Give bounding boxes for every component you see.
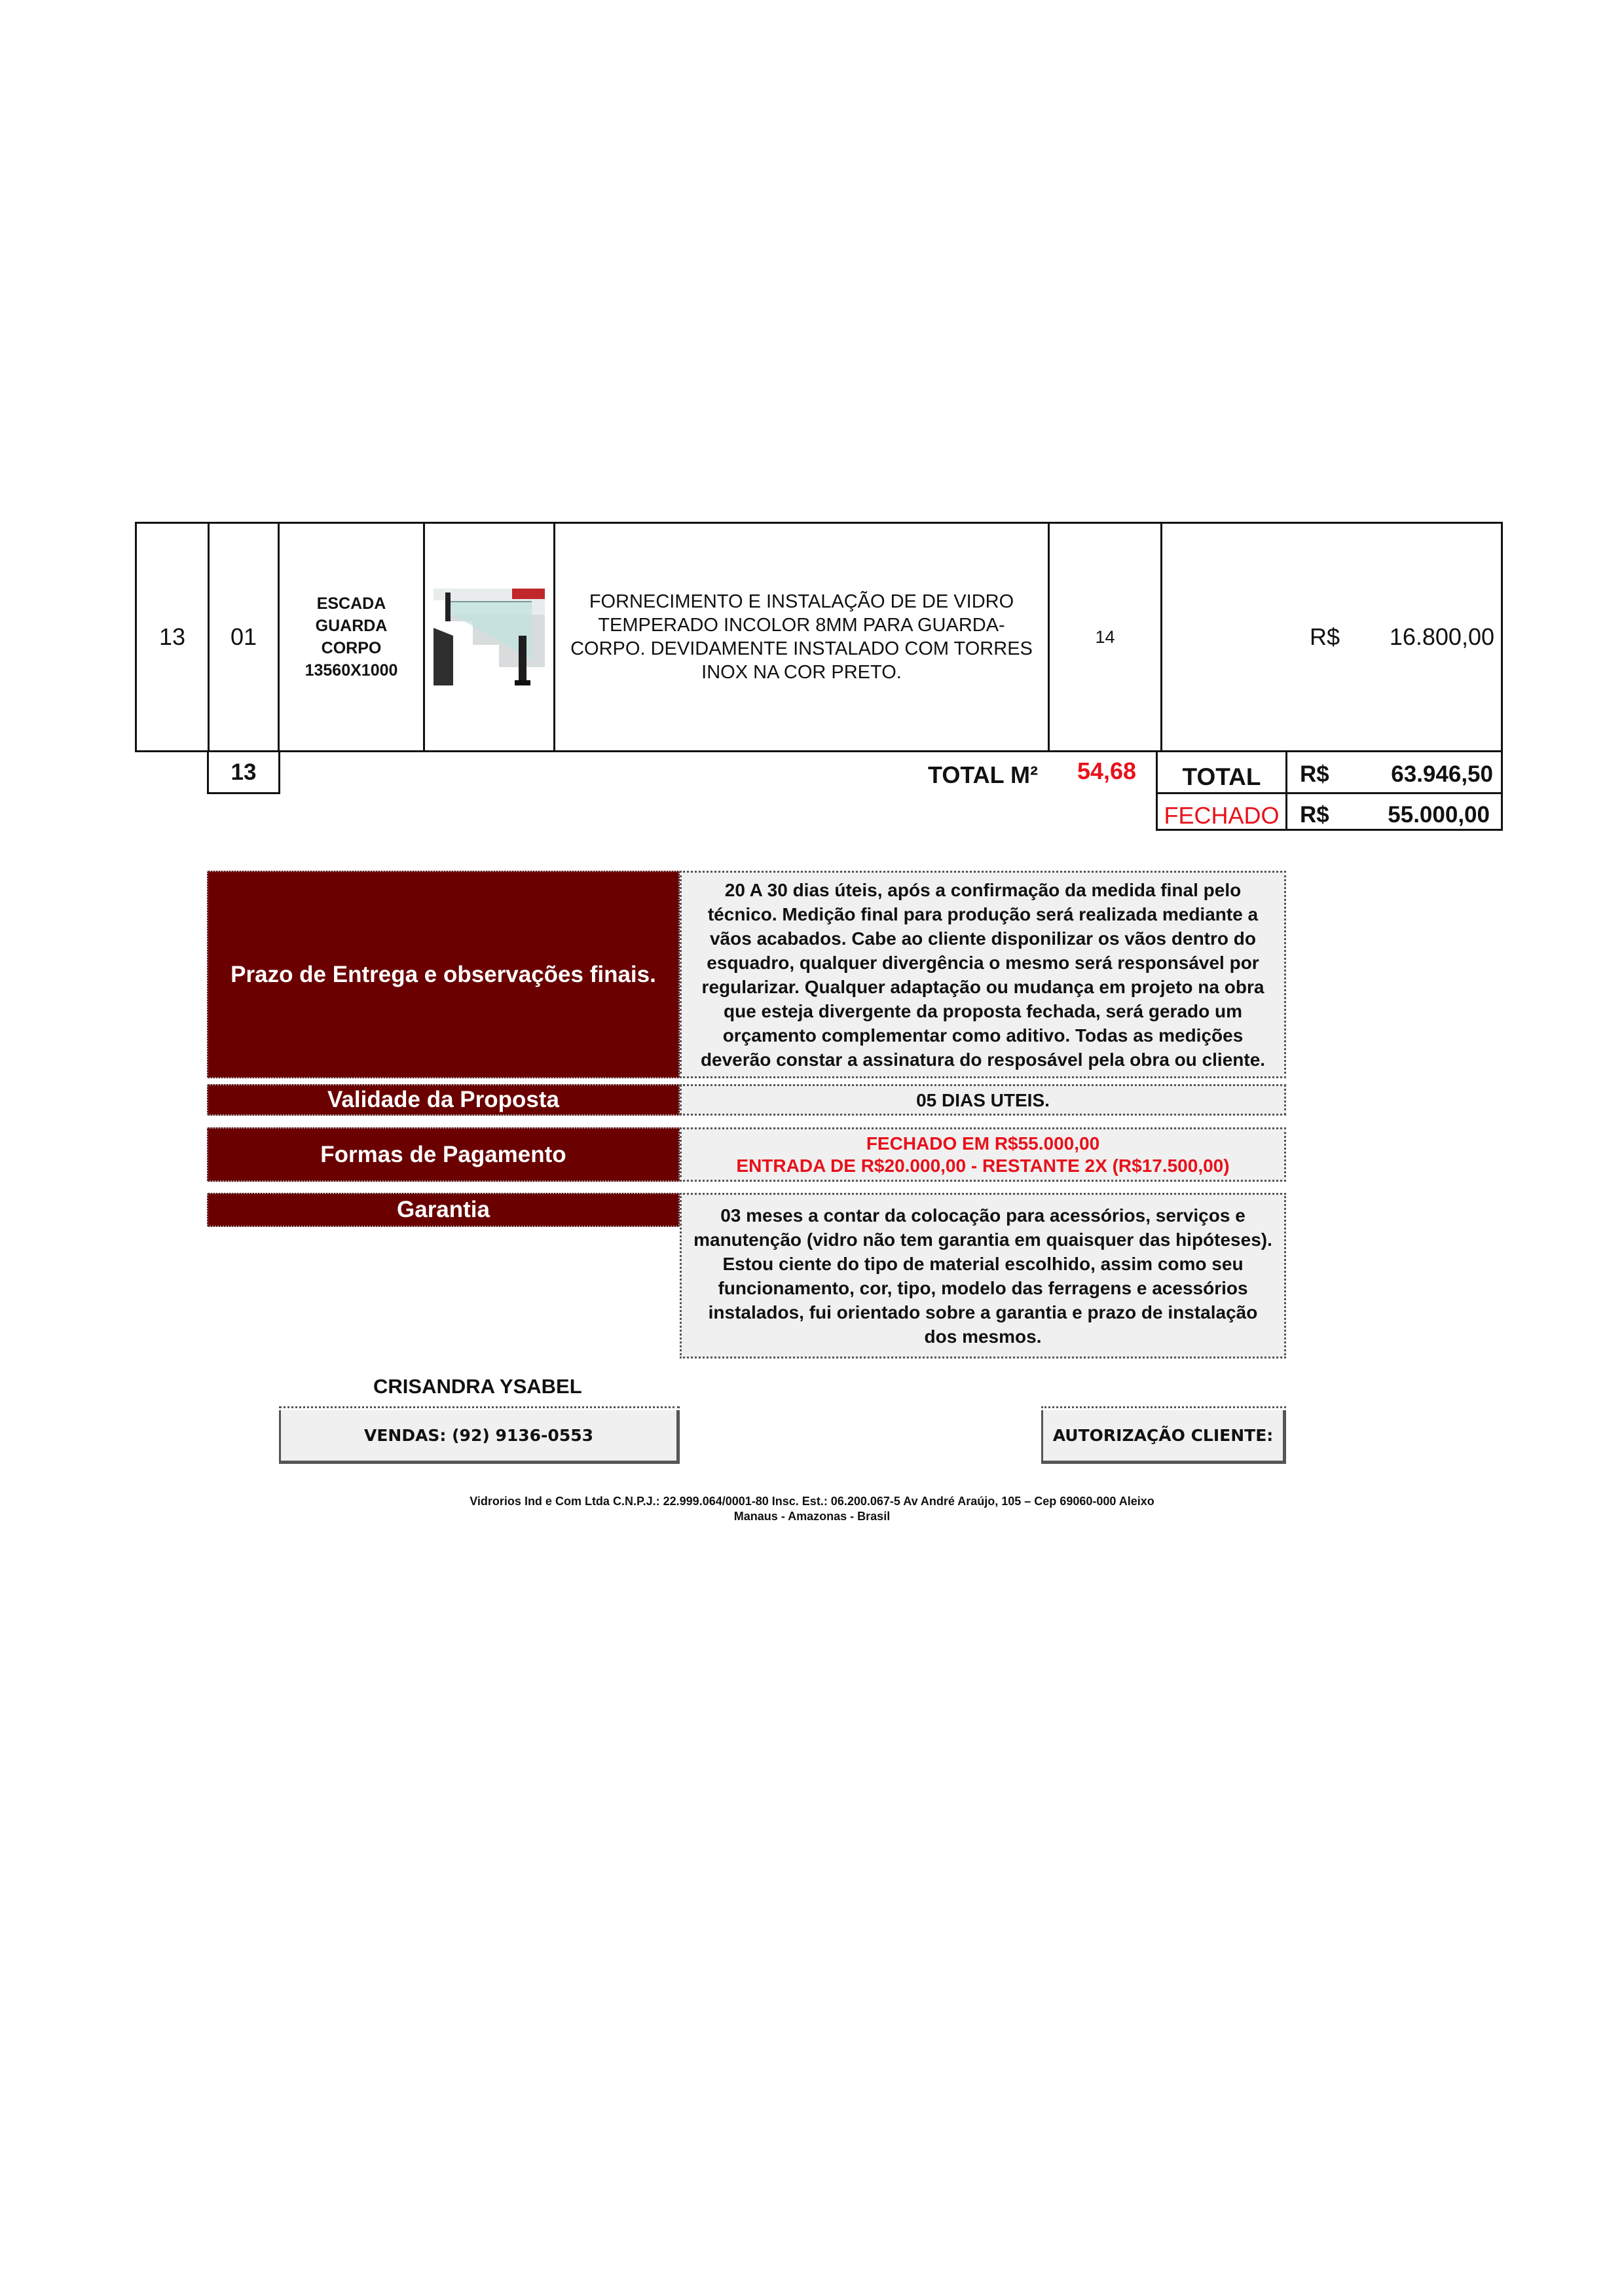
company-location: Manaus - Amazonas - Brasil bbox=[733, 1510, 891, 1523]
item-quantity: 01 bbox=[210, 524, 280, 750]
warranty-label: Garantia bbox=[207, 1193, 680, 1227]
validity-text: 05 DIAS UTEIS. bbox=[680, 1084, 1286, 1116]
item-currency: R$ bbox=[1310, 623, 1340, 650]
item-photo-cell bbox=[425, 524, 555, 750]
warranty-text: 03 meses a contar da colocação para acessórios, serviços e manutenção (vidro não tem garantia em quaisquer das hipóteses). Estou ciente do tipo de material escolhido, assim como seu funcionamento, cor, tipo, modelo das ferragens e acessórios instalados, fui orientado sobre a garantia e prazo de instalação dos mesmos. bbox=[680, 1193, 1286, 1358]
item-count: 13 bbox=[207, 752, 280, 794]
delivery-label: Prazo de Entrega e observações finais. bbox=[207, 871, 680, 1078]
total-value: 63.946,50 bbox=[1391, 761, 1493, 787]
signature-line bbox=[1041, 1406, 1286, 1408]
payment-label: Formas de Pagamento bbox=[207, 1127, 680, 1182]
totals-divider bbox=[1285, 752, 1287, 831]
item-number: 13 bbox=[137, 524, 210, 750]
closed-currency: R$ bbox=[1300, 802, 1329, 828]
item-price: 16.800,00 bbox=[1389, 623, 1494, 650]
client-authorization: AUTORIZAÇÃO CLIENTE: bbox=[1041, 1410, 1286, 1464]
signature-line bbox=[279, 1406, 680, 1408]
item-row bbox=[135, 522, 1503, 752]
payment-line: FECHADO EM R$55.000,00 bbox=[866, 1133, 1100, 1154]
validity-label: Validade da Proposta bbox=[207, 1084, 680, 1116]
seller-name: CRISANDRA YSABEL bbox=[373, 1375, 582, 1398]
item-name-line: ESCADA bbox=[316, 594, 386, 613]
glass-railing-photo bbox=[434, 589, 545, 685]
company-footer bbox=[367, 1494, 1257, 1524]
delivery-text: 20 A 30 dias úteis, após a confirmação da medida final pelo técnico. Medição final para produção será realizada mediante a vãos acabados. Cabe ao cliente disponilizar os vãos dentro do esquadro, qualquer divergência o mesmo será responsável por regularizar. Qualquer adaptação ou mudança em projeto na obra que esteja divergente da proposta fechada, será gerado um orçamento complementar como aditivo. Todas as medições deverão constar a assinatura do resposável pela obra ou cliente. bbox=[680, 871, 1286, 1078]
item-area: 14 bbox=[1050, 524, 1162, 750]
total-m2-value: 54,68 bbox=[1077, 757, 1137, 784]
total-m2-label: TOTAL M² bbox=[928, 761, 1038, 788]
payment-text bbox=[680, 1127, 1286, 1182]
item-name-line: 13560X1000 bbox=[304, 661, 398, 680]
item-name-line: GUARDA bbox=[315, 617, 388, 635]
sales-contact: VENDAS: (92) 9136-0553 bbox=[279, 1410, 680, 1464]
company-address: Vidrorios Ind e Com Ltda C.N.P.J.: 22.999.064/0001-80 Insc. Est.: 06.200.067-5 Av André Araújo, 105 – Cep 69060-000 Aleixo bbox=[470, 1495, 1154, 1508]
item-name-line: CORPO bbox=[321, 639, 382, 657]
item-price-cell bbox=[1162, 524, 1501, 750]
item-name bbox=[280, 524, 425, 750]
closed-label: FECHADO bbox=[1164, 802, 1280, 829]
totals-divider bbox=[1156, 792, 1503, 794]
total-label: TOTAL bbox=[1182, 763, 1261, 790]
payment-line: ENTRADA DE R$20.000,00 - RESTANTE 2X (R$17.500,00) bbox=[736, 1155, 1230, 1176]
closed-value: 55.000,00 bbox=[1388, 802, 1490, 828]
item-description: FORNECIMENTO E INSTALAÇÃO DE DE VIDRO TEMPERADO INCOLOR 8MM PARA GUARDA-CORPO. DEVIDAMENTE INSTALADO COM TORRES INOX NA COR PRETO. bbox=[555, 524, 1050, 750]
total-currency: R$ bbox=[1300, 761, 1329, 787]
